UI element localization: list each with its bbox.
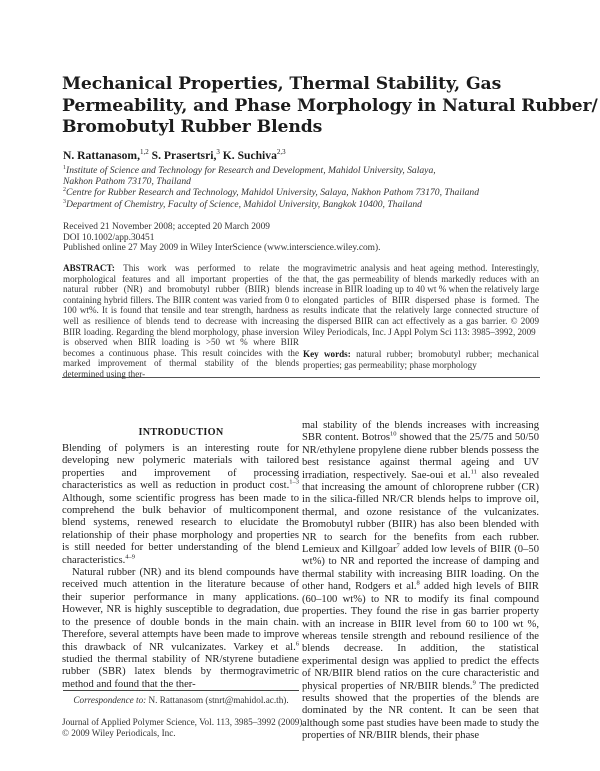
keywords-text: natural rubber; bromobutyl rubber; mechanical properties; gas permeability; phase morphology xyxy=(303,349,539,370)
journal-citation: Journal of Applied Polymer Science, Vol. 113, 3985–3992 (2009) xyxy=(62,717,303,727)
copyright: © 2009 Wiley Periodicals, Inc. xyxy=(62,727,176,738)
abstract-divider xyxy=(62,377,540,378)
keywords-label: Key words: xyxy=(303,349,351,360)
citation-ref[interactable]: 9 xyxy=(472,679,476,686)
correspondence-text[interactable]: N. Rattanasom (stnrt@mahidol.ac.th). xyxy=(148,695,289,705)
affil-text: Department of Chemistry, Faculty of Science, Mahidol University, Bangkok 10400, Thailand xyxy=(66,198,422,210)
journal-info xyxy=(62,717,302,739)
affil-number: 3 xyxy=(63,198,66,205)
paragraph: Blending of polymers is an interesting route for developing new polymeric materials with tailored properties and improvement of processing characteristics as well as reduction in product cost.$^{1-3}$ Although, some scientific progress has been made to comprehend the bulk behavior of multicomponent blend systems, renewed research to elucidate the relationship of their phase morphology and properties is still needed for better understanding of the blend characteristics.$^{4-9}$ xyxy=(62,443,299,566)
citation-ref[interactable]: 7 xyxy=(396,542,400,550)
author-affil-ref: 3 xyxy=(216,148,220,157)
abstract-text-continued: mogravimetric analysis and heat ageing method. Interestingly, that, the gas permeability of blends markedly reduces with an increase in BIIR loading up to 40 wt % when the relatively large elongated particles of BIIR dispersed phase is formed. The results indicate that the relatively large connected structure of the dispersed BIIR can act effectively as a gas barrier. © 2009 Wiley Periodicals, Inc. J Appl Polym Sci 113: 3985–3992, 2009 xyxy=(303,263,539,337)
paragraph: mal stability of the blends increases with increasing SBR content. Botros$^{10}$ showed that the 25/75 and 50/50 NR/ethylene propylene diene rubber blends possess the best resistance against thermal ageing and UV irradiation, respectively. Sae-oui et al.$^{11}$ also revealed that increasing the amount of chloroprene rubber (CR) in the silica-filled NR/CR blends helps to improve oil, thermal, and ozone resistance of the vulcanizates. Bromobutyl rubber (BIIR) has also been blended with NR to search for the benefits from each rubber. Lemieux and Killgoar$^7$ added low levels of BIIR (0–50 wt%) to NR and reported the increase of damping and thermal stability with increasing BIIR loading. On the other hand, Rodgers et al.$^8$ added high levels of BIIR (60–100 wt%) to NR to modify its final compound properties. They found the rise in gas barrier property with an increase in BIIR level from 60 to 100 wt %, whereas tensile strength and rebound resilience of the blends decrease. In addition, the statistical experimental design was applied to predict the effects of NR/BIIR blend ratios on the cure characteristic and physical properties of NR/BIIR blends.$^9$ The predicted results showed that the properties of the blends are dominated by the NR content. It can be seen that although some past studies have been made to study the properties of NR/BIIR blends, their phase xyxy=(302,420,539,742)
affil-text: Institute of Science and Technology for Research and Development, Mahidol University, Salaya, xyxy=(66,165,436,176)
abstract-right-column xyxy=(303,263,539,370)
citation-ref[interactable]: 1–3 xyxy=(289,478,299,486)
affiliation-line xyxy=(63,165,543,176)
body-left-column xyxy=(62,443,299,691)
author-name: K. Suchiva xyxy=(222,149,277,162)
author-name: S. Prasertsri, xyxy=(151,149,217,162)
correspondence-footnote xyxy=(63,695,299,705)
citation-ref[interactable]: 8 xyxy=(416,579,420,587)
affiliations xyxy=(63,165,543,210)
received-date: Received 21 November 2008; accepted 20 March 2009 xyxy=(63,222,270,232)
publication-dates xyxy=(63,222,380,254)
body-right-column xyxy=(302,420,539,743)
footnote-divider xyxy=(63,690,299,691)
abstract-label: ABSTRACT: xyxy=(63,263,115,273)
author-name: N. Rattanasom, xyxy=(63,149,140,162)
title-line: Mechanical Properties, Thermal Stability, Gas xyxy=(62,74,502,94)
title-line: Permeability, and Phase Morphology in Natural Rubber/ xyxy=(62,95,598,116)
affil-text: Centre for Rubber Research and Technology, Mahidol University, Salaya, Nakhon Pathom 73170, Thailand xyxy=(66,187,480,199)
citation-ref[interactable]: 6 xyxy=(295,639,299,647)
affil-number: 2 xyxy=(63,187,66,194)
affiliation-line xyxy=(63,176,543,187)
published-online: Published online 27 May 2009 in Wiley InterScience (www.interscience.wiley.com). xyxy=(63,243,381,254)
citation-ref[interactable]: 10 xyxy=(390,430,397,438)
author-affil-ref: 2,3 xyxy=(276,148,286,157)
author-list xyxy=(63,149,286,162)
abstract-text: This work was performed to relate the morphological features and all important properties of the natural rubber (NR) and bromobutyl rubber (BIIR) blends containing hybrid fillers. The BIIR content was varied from 0 to 100 wt%. It is found that tensile and tear strength, hardness as well as resilience of blends tend to decrease with increasing BIIR loading. Regarding the blend morphology, phase inversion is observed when BIIR loading is >50 wt % where BIIR becomes a continuous phase. This result coincides with the marked improvement of thermal stability of the blends determined using ther- xyxy=(63,263,300,379)
correspondence-label: Correspondence to: xyxy=(73,695,147,705)
paragraph: Natural rubber (NR) and its blend compounds have received much attention in the literature because of their superior performance in many applications. However, NR is highly susceptible to degradation, due to the presence of double bonds in the main chain. Therefore, several attempts have been made to improve this drawback of NR vulcanizates. Varkey et al.$^6$ studied the thermal stability of NR/styrene butadiene rubber (SBR) latex blends by thermogravimetric method and found that the ther- xyxy=(62,567,299,690)
affil-text: Nakhon Pathom 73170, Thailand xyxy=(63,176,191,188)
abstract-left-column xyxy=(63,263,299,380)
citation-ref[interactable]: 4–9 xyxy=(125,553,135,561)
affiliation-line xyxy=(63,187,543,198)
paper-title xyxy=(62,74,598,139)
title-line: Bromobutyl Rubber Blends xyxy=(62,117,323,137)
citation-ref[interactable]: 11 xyxy=(470,468,477,476)
section-heading-introduction: INTRODUCTION xyxy=(138,427,224,438)
author-affil-ref: 1,2 xyxy=(139,148,149,157)
doi[interactable]: DOI 10.1002/app.30451 xyxy=(63,232,155,243)
affil-number: 1 xyxy=(63,164,66,171)
keywords xyxy=(303,349,539,370)
affiliation-line xyxy=(63,199,543,210)
